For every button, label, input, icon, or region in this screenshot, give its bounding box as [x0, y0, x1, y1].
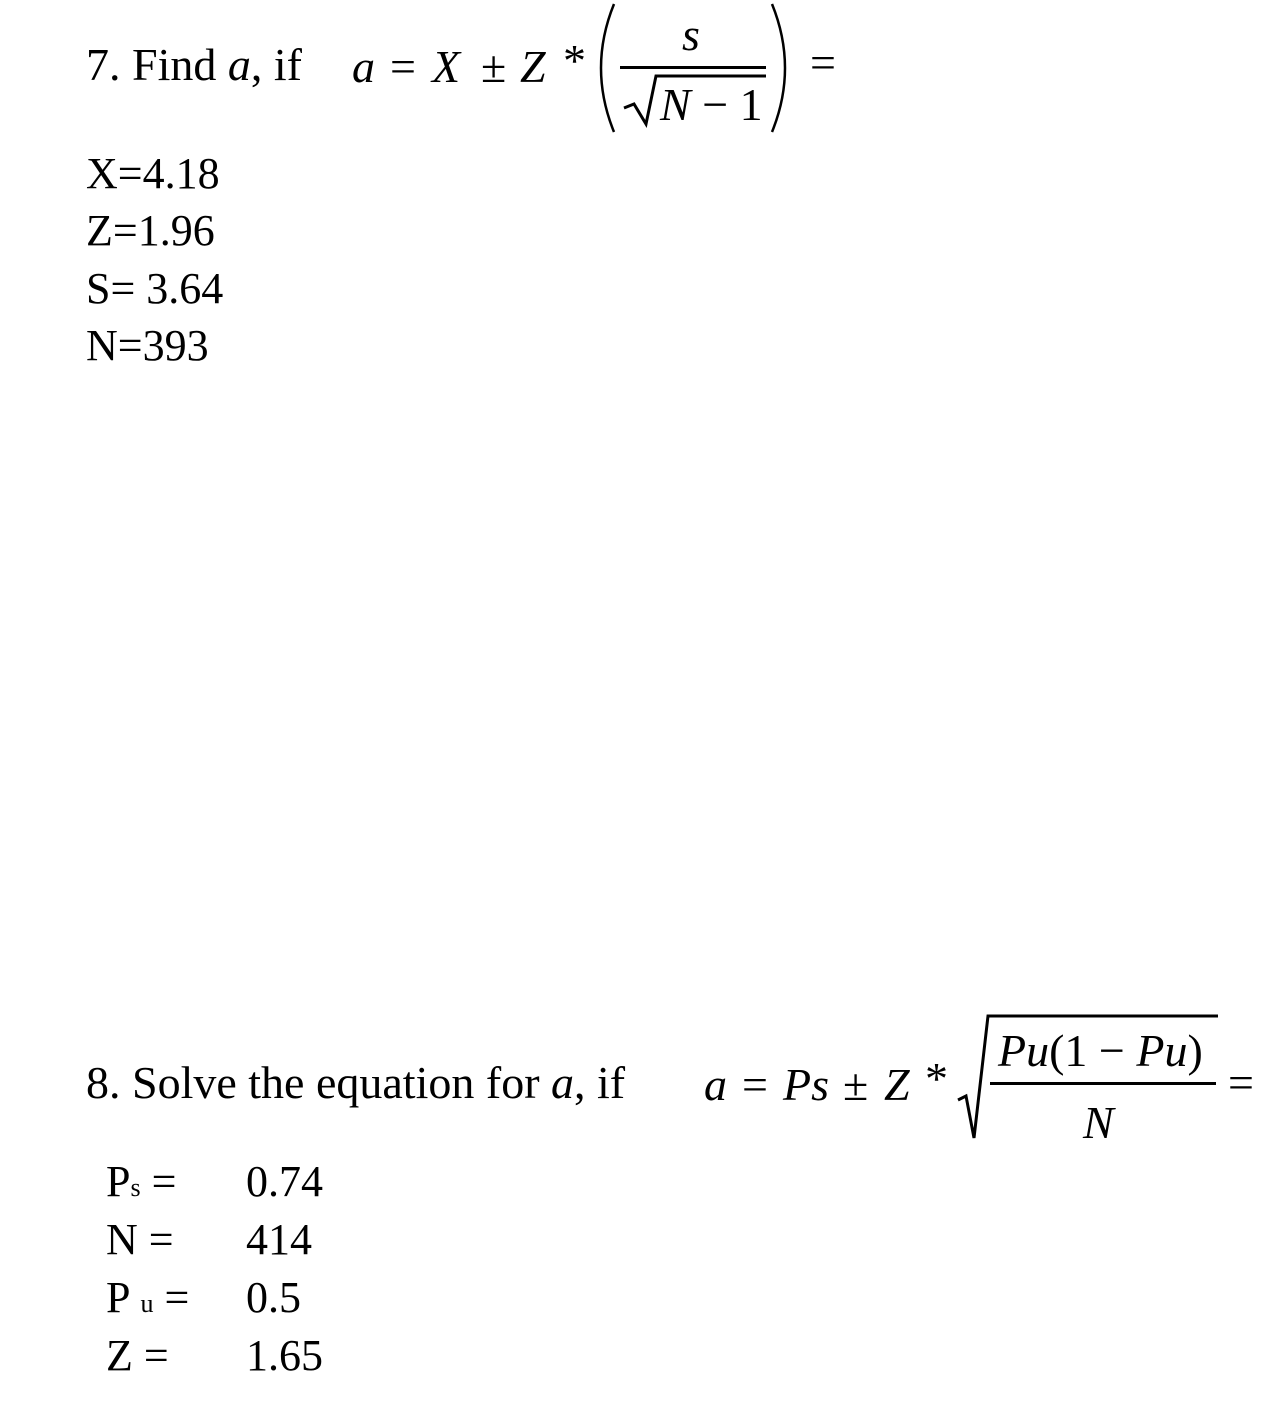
formula-7-left-paren [601, 4, 614, 132]
formula-8-denominator: N [1083, 1097, 1114, 1148]
problem-7-number: 7. [86, 39, 121, 90]
formula-7-fraction-bar [620, 66, 766, 69]
formula-7-x: X [432, 41, 461, 92]
problem-7-suffix: , if [250, 39, 302, 90]
problem-8-suffix: , if [574, 1057, 626, 1108]
var-8-pu-label [106, 1273, 190, 1322]
var-8-n-value: 414 [246, 1215, 312, 1264]
var-8-n-label: N = [106, 1215, 174, 1264]
var-8-ps-eq: = [140, 1157, 177, 1206]
formula-8-ps: Ps [783, 1059, 829, 1110]
formula-7-lhs: a [352, 41, 375, 92]
formula-8-z: Z [884, 1059, 910, 1110]
formula-7-right-paren [772, 4, 785, 132]
problem-7-var: a [227, 39, 251, 90]
problem-8-number: 8. [86, 1057, 121, 1108]
formula-7-denominator-rest: − 1 [690, 79, 763, 130]
formula-7-trailing-eq: = [810, 37, 836, 88]
formula-7-denominator [660, 79, 763, 130]
problem-8-text: Solve the equation for [132, 1057, 540, 1108]
formula-8-numerator-pu1: Pu [998, 1025, 1050, 1076]
var-8-ps-sub: s [130, 1173, 141, 1202]
var-8-ps-label [106, 1157, 177, 1206]
formula-8-numerator-pu2: Pu [1136, 1025, 1188, 1076]
problem-7-text: Find [132, 39, 217, 90]
var-8-z-value: 1.65 [246, 1331, 323, 1380]
formula-8-lhs: a [704, 1059, 727, 1110]
var-8-pu-eq: = [153, 1273, 190, 1322]
var-8-ps-value: 0.74 [246, 1157, 323, 1206]
var-7-s: S= 3.64 [86, 264, 224, 313]
problem-8-var: a [551, 1057, 575, 1108]
var-7-n: N=393 [86, 321, 209, 370]
formula-7-z: Z [520, 41, 546, 92]
var-8-z-label: Z = [106, 1331, 169, 1380]
formula-7-pm: ± [481, 41, 507, 92]
var-8-pu-value: 0.5 [246, 1273, 301, 1322]
problem-7-prompt [86, 39, 302, 90]
formula-8-eq: = [742, 1059, 768, 1110]
formula-8-numerator-paren: (1 − [1049, 1025, 1137, 1076]
formula-8-numerator [998, 1025, 1203, 1076]
var-7-z: Z=1.96 [86, 206, 215, 255]
var-8-pu-letter: P [106, 1273, 131, 1322]
formula-7-eq: = [390, 41, 416, 92]
var-8-pu-sub: u [140, 1289, 154, 1318]
formula-7-denominator-var: N [660, 79, 691, 130]
formula-8-pm: ± [843, 1059, 869, 1110]
formula-8-trailing-eq: = [1228, 1057, 1254, 1108]
problem-8-prompt [86, 1057, 626, 1108]
var-8-ps-letter: P [106, 1157, 131, 1206]
formula-7-star: * [563, 35, 586, 86]
formula-8-numerator-close: ) [1187, 1025, 1203, 1076]
formula-8-fraction-bar [990, 1082, 1216, 1085]
var-7-x: X=4.18 [86, 149, 220, 198]
formula-7-numerator: s [682, 9, 700, 60]
formula-8-star: * [925, 1053, 948, 1104]
